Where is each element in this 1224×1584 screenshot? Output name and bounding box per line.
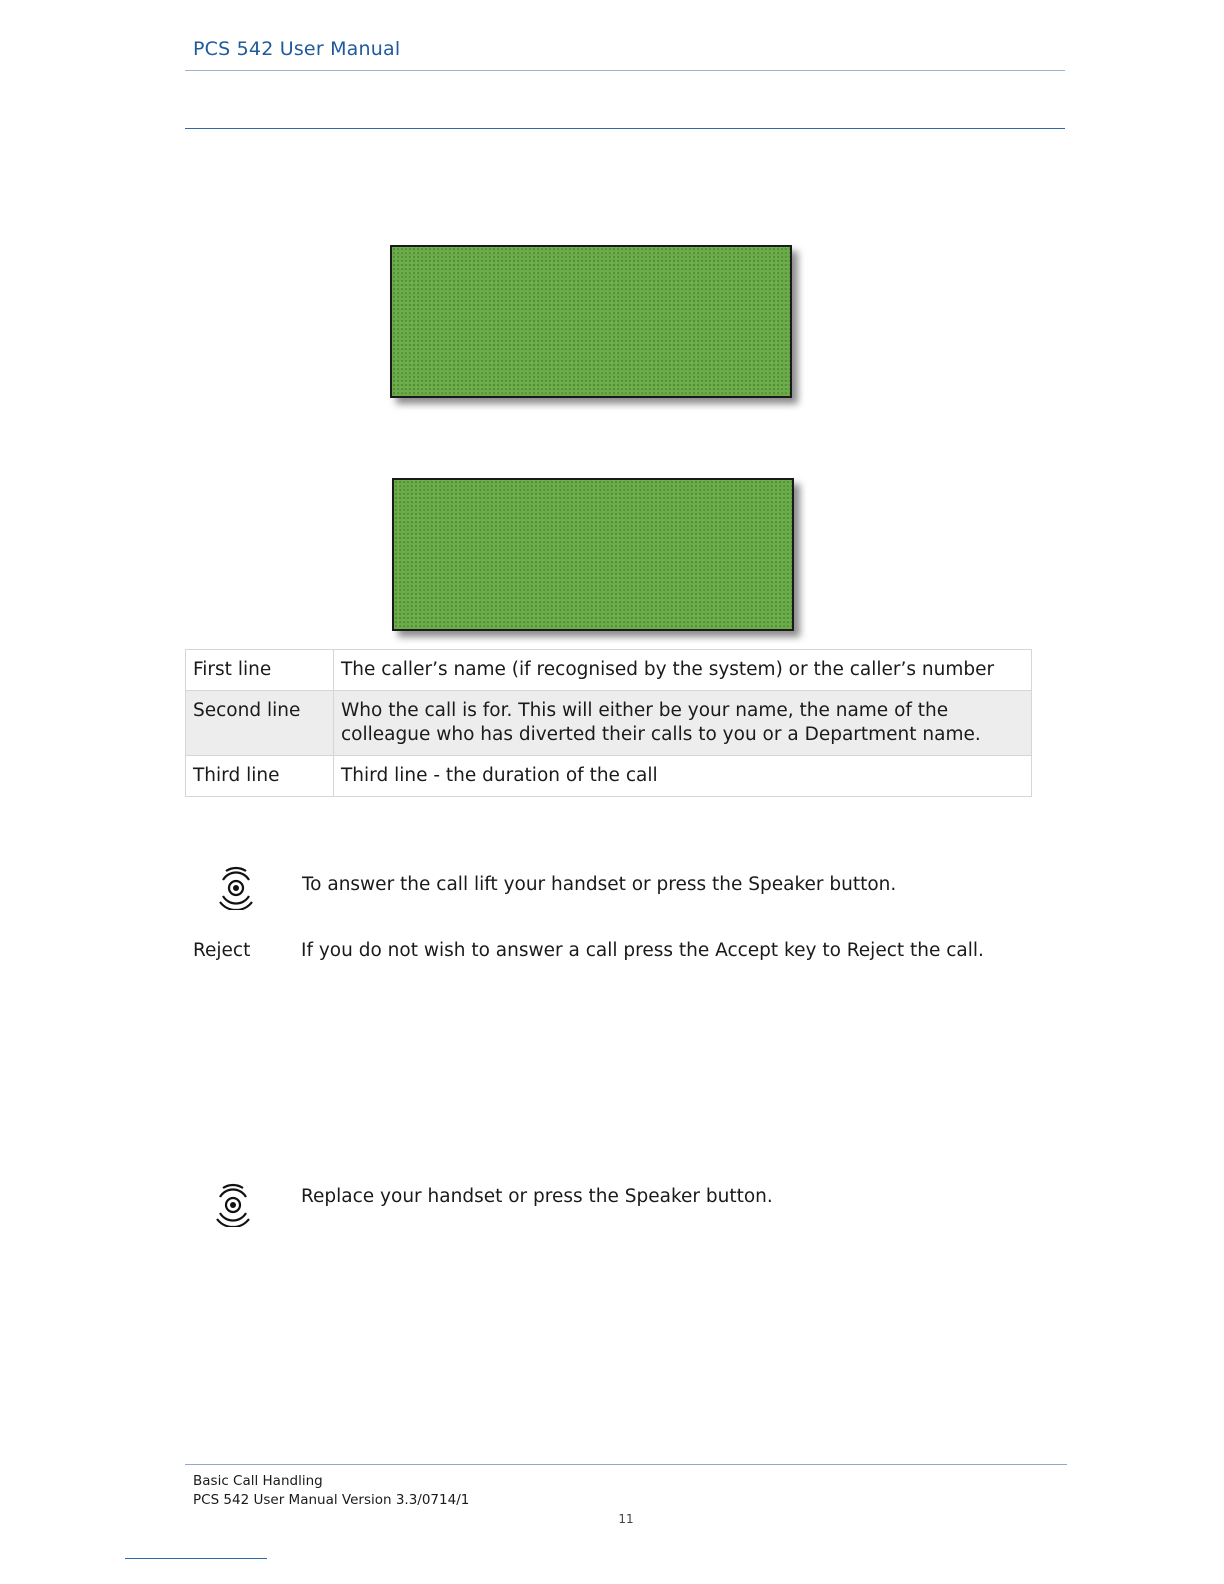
table-row-label: Second line [186,691,334,756]
footnote-rule [125,1558,267,1559]
lcd-display-image [390,245,792,398]
lcd-display-image [392,478,794,631]
header-divider [185,70,1065,71]
end-call-instruction: Replace your handset or press the Speaker button. [301,1186,773,1207]
footer-divider [185,1464,1067,1465]
speaker-icon [213,1183,253,1227]
display-lines-table [185,649,1032,797]
answer-call-instruction: To answer the call lift your handset or press the Speaker button. [302,874,897,895]
reject-call-instruction: If you do not wish to answer a call press the Accept key to Reject the call. [301,940,984,961]
footer-version: PCS 542 User Manual Version 3.3/0714/1 [193,1492,470,1508]
section-divider [185,128,1065,129]
table-row-description: The caller’s name (if recognised by the system) or the caller’s number [334,650,1032,691]
table-row [186,691,1032,756]
table-row-description: Third line - the duration of the call [334,756,1032,797]
page-number: 11 [618,1512,634,1526]
footer-section-title: Basic Call Handling [193,1473,323,1489]
table-row [186,756,1032,797]
table-row-label: Third line [186,756,334,797]
page-header-title: PCS 542 User Manual [193,38,401,60]
reject-key-label: Reject [193,940,251,961]
table-row [186,650,1032,691]
speaker-icon [216,866,256,910]
table-row-description: Who the call is for. This will either be your name, the name of the colleague who has diverted their calls to you or a Department name. [334,691,1032,756]
table-row-label: First line [186,650,334,691]
